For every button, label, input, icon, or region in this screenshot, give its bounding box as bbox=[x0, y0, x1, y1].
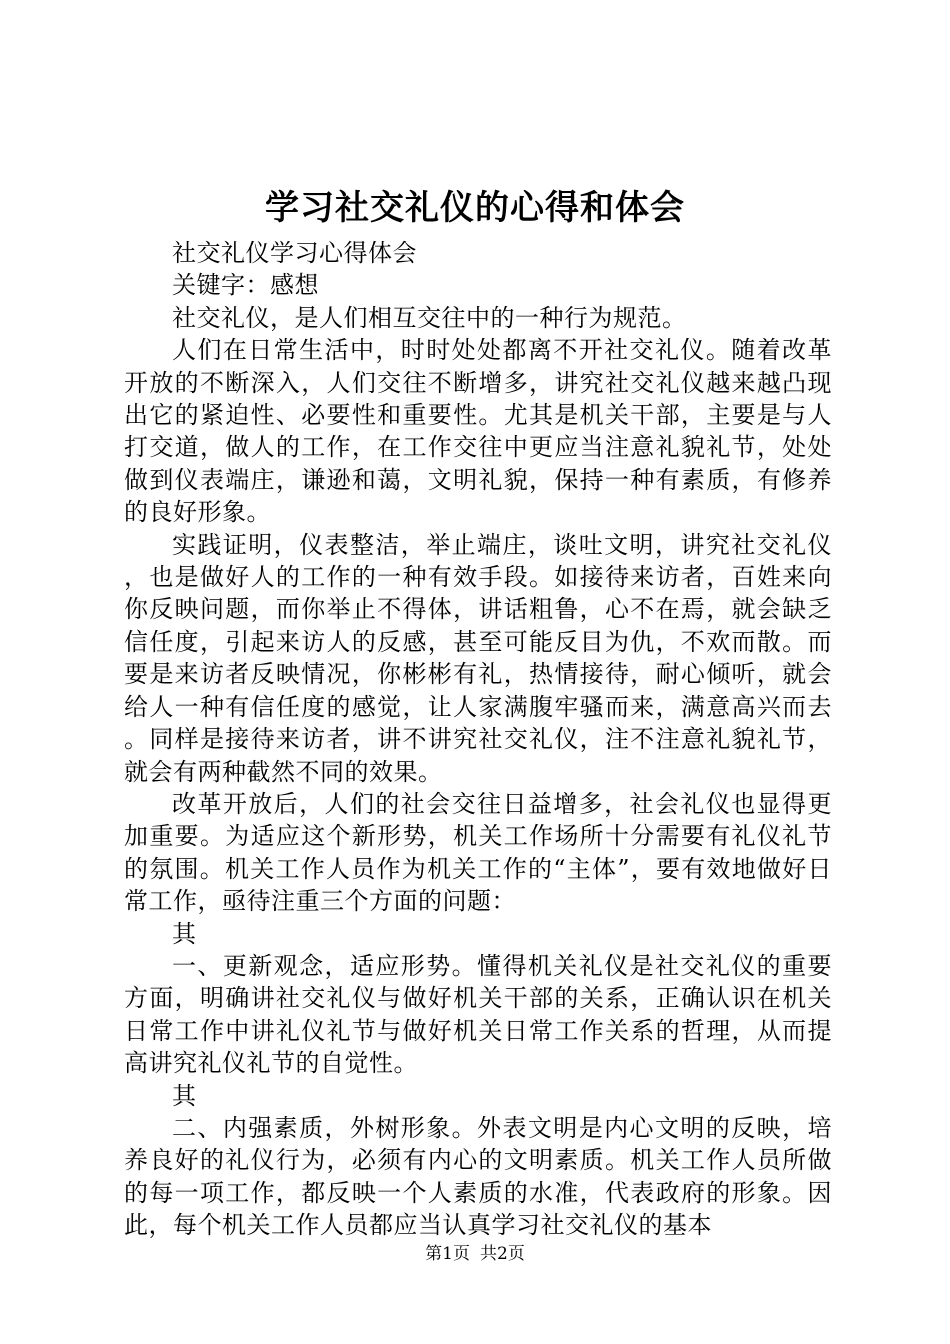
paragraph: 其 bbox=[172, 1081, 197, 1110]
page-number: 第1页 bbox=[425, 1244, 470, 1264]
page-total: 共2页 bbox=[480, 1244, 525, 1264]
paragraph: 一、更新观念，适应形势。懂得机关礼仪是社交礼仪的重要方面，明确讲社交礼仪与做好机关干部的关系，正确认识在机关日常工作中讲礼仪礼节与做好机关日常工作关系的哲理，从而提高讲究礼仪礼节的自觉性。 bbox=[124, 951, 832, 1078]
paragraph: 社交礼仪，是人们相互交往中的一种行为规范。 bbox=[172, 303, 687, 332]
paragraph: 人们在日常生活中，时时处处都离不开社交礼仪。随着改革开放的不断深入，人们交往不断增多，讲究社交礼仪越来越凸现出它的紧迫性、必要性和重要性。尤其是机关干部，主要是与人打交道，做人的工作，在工作交往中更应当注意礼貌礼节，处处做到仪表端庄，谦逊和蔼，文明礼貌，保持一种有素质，有修养的良好形象。 bbox=[124, 336, 832, 527]
paragraph: 其 bbox=[172, 919, 197, 948]
paragraph: 二、内强素质，外树形象。外表文明是内心文明的反映，培养良好的礼仪行为，必须有内心的文明素质。机关工作人员所做的每一项工作，都反映一个人素质的水准，代表政府的形象。因此，每个机关工作人员都应当认真学习社交礼仪的基本 bbox=[124, 1113, 832, 1240]
document-body bbox=[124, 237, 832, 1242]
paragraph-keywords: 关键字：感想 bbox=[172, 271, 319, 300]
document-title: 学习社交礼仪的心得和体会 bbox=[265, 188, 685, 228]
page-footer bbox=[0, 1242, 950, 1266]
paragraph-subtitle: 社交礼仪学习心得体会 bbox=[172, 239, 417, 267]
paragraph: 改革开放后，人们的社会交往日益增多，社会礼仪也显得更加重要。为适应这个新形势，机关工作场所十分需要有礼仪礼节的氛围。机关工作人员作为机关工作的“主体”，要有效地做好日常工作，亟待注重三个方面的问题： bbox=[124, 789, 832, 916]
paragraph: 实践证明，仪表整洁，举止端庄，谈吐文明，讲究社交礼仪，也是做好人的工作的一种有效手段。如接待来访者，百姓来向你反映问题，而你举止不得体，讲话粗鲁，心不在焉，就会缺乏信任度，引起来访人的反感，甚至可能反目为仇，不欢而散。而要是来访者反映情况，你彬彬有礼，热情接待，耐心倾听，就会给人一种有信任度的感觉，让人家满腹牢骚而来，满意高兴而去。同样是接待来访者，讲不讲究社交礼仪，注不注意礼貌礼节，就会有两种截然不同的效果。 bbox=[124, 530, 832, 786]
